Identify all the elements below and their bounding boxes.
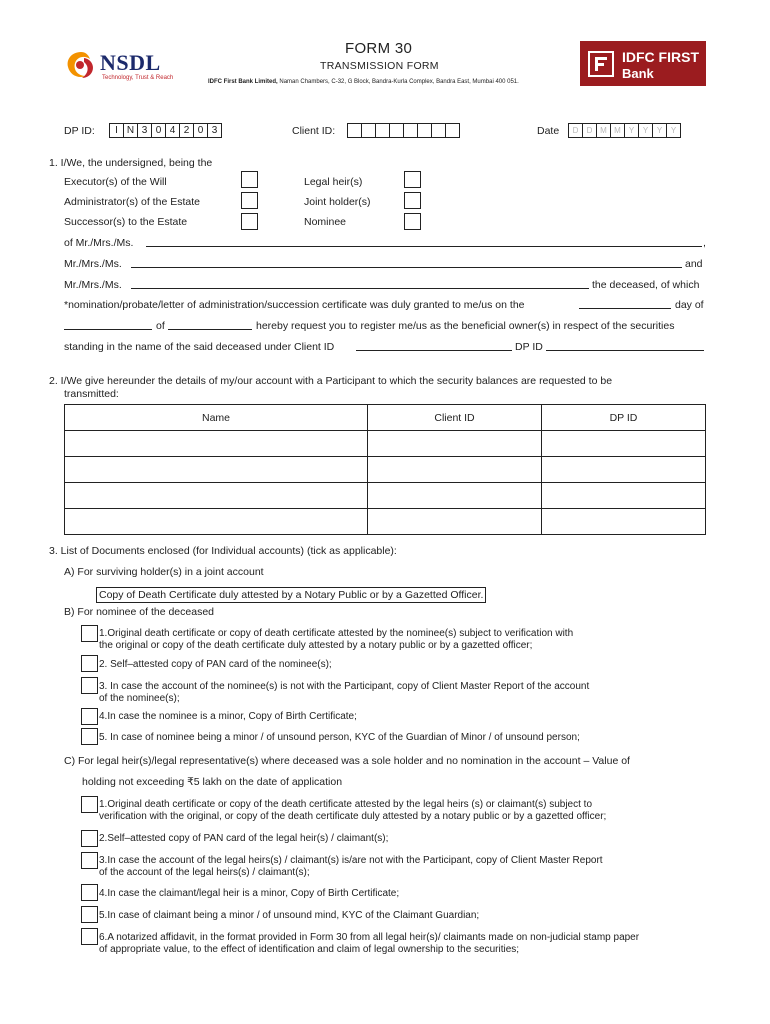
name-cell[interactable] xyxy=(65,431,368,457)
and-label: and xyxy=(685,258,703,270)
dp-id-char-cell[interactable]: I xyxy=(115,125,118,136)
day-of-label: day of xyxy=(675,299,704,311)
client-id-char-cell[interactable] xyxy=(417,124,431,137)
mr3-label: Mr./Mrs./Ms. xyxy=(64,279,122,291)
c4-checkbox[interactable] xyxy=(81,884,98,901)
b3-checkbox[interactable] xyxy=(81,677,98,694)
deceased-label: the deceased, of which xyxy=(592,279,700,291)
b3-line1: 3. In case the account of the nominee(s) is not with the Participant, copy of Client Master Report of the account xyxy=(99,681,590,692)
bank-address xyxy=(208,79,519,85)
b3-text xyxy=(99,681,589,705)
table-header-row xyxy=(65,405,706,431)
b3-line2: of the nominee(s); xyxy=(99,693,180,704)
col-name-header: Name xyxy=(65,405,368,431)
c5-checkbox[interactable] xyxy=(81,906,98,923)
opt-successor-label: Successor(s) to the Estate xyxy=(64,216,188,228)
deceased-client-id-field[interactable] xyxy=(356,340,512,351)
opt-executor-checkbox[interactable] xyxy=(241,171,258,188)
date-char-cell[interactable]: Y xyxy=(638,124,652,137)
dp-id-cell[interactable] xyxy=(542,509,706,535)
form-title: FORM 30 xyxy=(345,40,413,57)
c3-checkbox[interactable] xyxy=(81,852,98,869)
month-field[interactable] xyxy=(64,319,152,330)
opt-successor-checkbox[interactable] xyxy=(241,213,258,230)
client-id-cell[interactable] xyxy=(368,509,542,535)
section2-heading-line1: 2. I/We give hereunder the details of my/our account with a Participant to which the security balances are requested to be xyxy=(49,375,613,387)
form-subtitle: TRANSMISSION FORM xyxy=(320,60,439,72)
dp-id-char-cell[interactable]: 3 xyxy=(137,124,151,137)
client-id-char-cell[interactable] xyxy=(403,124,417,137)
dp-id-char-cell[interactable]: 3 xyxy=(207,124,221,137)
opt-nominee-label: Nominee xyxy=(304,216,347,228)
date-char-cell[interactable]: D xyxy=(582,124,596,137)
standing-text: standing in the name of the said deceased under Client ID xyxy=(64,341,335,353)
opt-joint-label: Joint holder(s) xyxy=(304,196,371,208)
dp-id-char-cell[interactable]: N xyxy=(123,124,137,137)
c3-text xyxy=(99,855,603,879)
b2-text: 2. Self–attested copy of PAN card of the nominee(s); xyxy=(99,659,332,670)
b5-text: 5. In case of nominee being a minor / of unsound person, KYC of the Guardian of Minor / of unsound person; xyxy=(99,732,580,743)
b4-checkbox[interactable] xyxy=(81,708,98,725)
c1-line1: 1.Original death certificate or copy of the death certificate attested by the legal heirs (s) or claimant(s) subject to xyxy=(99,799,593,810)
nomination-text: *nomination/probate/letter of administration/succession certificate was duly granted to me/us on the xyxy=(64,299,525,311)
b5-checkbox[interactable] xyxy=(81,728,98,745)
idfc-logo-line1: IDFC FIRST xyxy=(622,49,699,65)
dp-id-cell[interactable] xyxy=(542,483,706,509)
b2-checkbox[interactable] xyxy=(81,655,98,672)
name-field-2[interactable] xyxy=(131,257,682,268)
c4-text: 4.In case the claimant/legal heir is a minor, Copy of Birth Certificate; xyxy=(99,888,400,899)
client-id-cell[interactable] xyxy=(368,483,542,509)
opt-joint-checkbox[interactable] xyxy=(404,192,421,209)
section3-heading: 3. List of Documents enclosed (for Individual accounts) (tick as applicable): xyxy=(49,545,397,557)
dp-id-char-cell[interactable]: 2 xyxy=(179,124,193,137)
date-char-cell[interactable]: Y xyxy=(624,124,638,137)
section1-heading: 1. I/We, the undersigned, being the xyxy=(49,157,213,169)
opt-legal-heir-label: Legal heir(s) xyxy=(304,176,363,188)
grant-date-field[interactable] xyxy=(579,298,671,309)
name-cell[interactable] xyxy=(65,509,368,535)
section2-heading-line2: transmitted: xyxy=(64,388,119,400)
c6-line2: of appropriate value, to the effect of identification and claim of legal ownership to the securities; xyxy=(99,944,520,955)
client-id-label: Client ID: xyxy=(292,125,336,137)
date-char-cell[interactable]: M xyxy=(596,124,610,137)
dp-id-inline-label: DP ID xyxy=(515,341,543,353)
dp-id-cell[interactable] xyxy=(542,431,706,457)
c2-checkbox[interactable] xyxy=(81,830,98,847)
c3-line1: 3.In case the account of the legal heirs(s) / claimant(s) is/are not with the Participant, copy of Client Master Report xyxy=(99,855,603,866)
client-id-char-cell[interactable] xyxy=(431,124,445,137)
bank-address-text: Naman Chambers, C-32, G Block, Bandra-Kurla Complex, Bandra East, Mumbai 400 051. xyxy=(277,79,519,85)
mr2-label: Mr./Mrs./Ms. xyxy=(64,258,122,270)
c2-text: 2.Self–attested copy of PAN card of the legal heir(s) / claimant(s); xyxy=(99,833,389,844)
a1-item[interactable]: Copy of Death Certificate duly attested by a Notary Public or by a Gazetted Officer. xyxy=(96,587,486,603)
dp-id-char-cell[interactable]: 4 xyxy=(165,124,179,137)
opt-legal-heir-checkbox[interactable] xyxy=(404,171,421,188)
of-label: of xyxy=(156,320,165,332)
opt-admin-label: Administrator(s) of the Estate xyxy=(64,196,200,208)
deceased-dp-id-field[interactable] xyxy=(546,340,704,351)
c1-text xyxy=(99,799,606,823)
c3-line2: of the account of the legal heirs(s) / claimant(s); xyxy=(99,867,310,878)
idfc-first-logo xyxy=(580,41,706,86)
dp-id-boxes[interactable] xyxy=(109,123,222,138)
client-id-char-cell[interactable] xyxy=(375,124,389,137)
c1-checkbox[interactable] xyxy=(81,796,98,813)
client-id-cell[interactable] xyxy=(368,457,542,483)
idfc-emblem-icon xyxy=(588,51,614,77)
nsdl-emblem-icon xyxy=(64,50,98,80)
c1-line2: verification with the original, or copy of the death certificate duly attested by a notary public or by a gazetted officer; xyxy=(99,811,607,822)
col-dp-header: DP ID xyxy=(542,405,706,431)
comma-mark: , xyxy=(703,237,706,249)
dp-id-char-cell[interactable]: 0 xyxy=(151,124,165,137)
client-id-boxes[interactable] xyxy=(347,123,460,138)
c5-text: 5.In case of claimant being a minor / of unsound mind, KYC of the Claimant Guardian; xyxy=(99,910,480,921)
date-char-cell[interactable]: M xyxy=(610,124,624,137)
client-id-char-cell[interactable] xyxy=(389,124,403,137)
col-client-header: Client ID xyxy=(368,405,542,431)
name-field-1[interactable] xyxy=(146,236,702,247)
b-heading: B) For nominee of the deceased xyxy=(64,606,215,618)
client-id-char-cell[interactable] xyxy=(445,124,459,137)
dp-id-label: DP ID: xyxy=(64,125,95,137)
date-char-cell[interactable]: D xyxy=(572,126,579,135)
date-label: Date xyxy=(537,125,560,137)
b1-text xyxy=(99,628,573,652)
date-char-cell[interactable]: Y xyxy=(666,124,680,137)
opt-executor-label: Executor(s) of the Will xyxy=(64,176,167,188)
dp-id-char-cell[interactable]: 0 xyxy=(193,124,207,137)
name-field-3[interactable] xyxy=(131,278,589,289)
b1-checkbox[interactable] xyxy=(81,625,98,642)
c6-line1: 6.A notarized affidavit, in the format provided in Form 30 from all legal heir(s)/ claimants made on non-judicial stamp paper xyxy=(99,932,640,943)
c-heading-line2: holding not exceeding ₹5 lakh on the date of application xyxy=(82,776,343,788)
nsdl-tagline: Technology, Trust & Reach xyxy=(102,75,174,81)
of-mr-label: of Mr./Mrs./Ms. xyxy=(64,237,134,249)
table-row xyxy=(65,509,706,535)
date-char-cell[interactable]: Y xyxy=(652,124,666,137)
c6-text xyxy=(99,932,639,956)
nsdl-wordmark: NSDL xyxy=(100,50,161,75)
name-cell[interactable] xyxy=(65,483,368,509)
dp-id-cell[interactable] xyxy=(542,457,706,483)
name-cell[interactable] xyxy=(65,457,368,483)
bank-name: IDFC First Bank Limited, xyxy=(208,79,278,85)
table-row xyxy=(65,483,706,509)
date-boxes[interactable] xyxy=(568,123,681,138)
client-id-char-cell[interactable] xyxy=(348,124,361,137)
client-id-cell[interactable] xyxy=(368,431,542,457)
c-heading-line1: C) For legal heir(s)/legal representative(s) where deceased was a sole holder and no nomination in the account – Value of xyxy=(64,755,630,767)
c6-checkbox[interactable] xyxy=(81,928,98,945)
opt-admin-checkbox[interactable] xyxy=(241,192,258,209)
year-field[interactable] xyxy=(168,319,252,330)
nsdl-logo xyxy=(64,48,184,88)
b4-text: 4.In case the nominee is a minor, Copy of Birth Certificate; xyxy=(99,711,357,722)
table-row xyxy=(65,431,706,457)
b1-line2: the original or copy of the death certificate duly attested by a notary public or by a gazetted officer; xyxy=(99,640,533,651)
opt-nominee-checkbox[interactable] xyxy=(404,213,421,230)
b1-line1: 1.Original death certificate or copy of death certificate attested by the nominee(s) subject to verification with xyxy=(99,628,574,639)
table-row xyxy=(65,457,706,483)
client-id-char-cell[interactable] xyxy=(361,124,375,137)
a-heading: A) For surviving holder(s) in a joint account xyxy=(64,566,264,578)
hereby-text: hereby request you to register me/us as the beneficial owner(s) in respect of the securities xyxy=(256,320,675,332)
idfc-logo-line2: Bank xyxy=(622,66,654,81)
account-table xyxy=(64,404,706,535)
